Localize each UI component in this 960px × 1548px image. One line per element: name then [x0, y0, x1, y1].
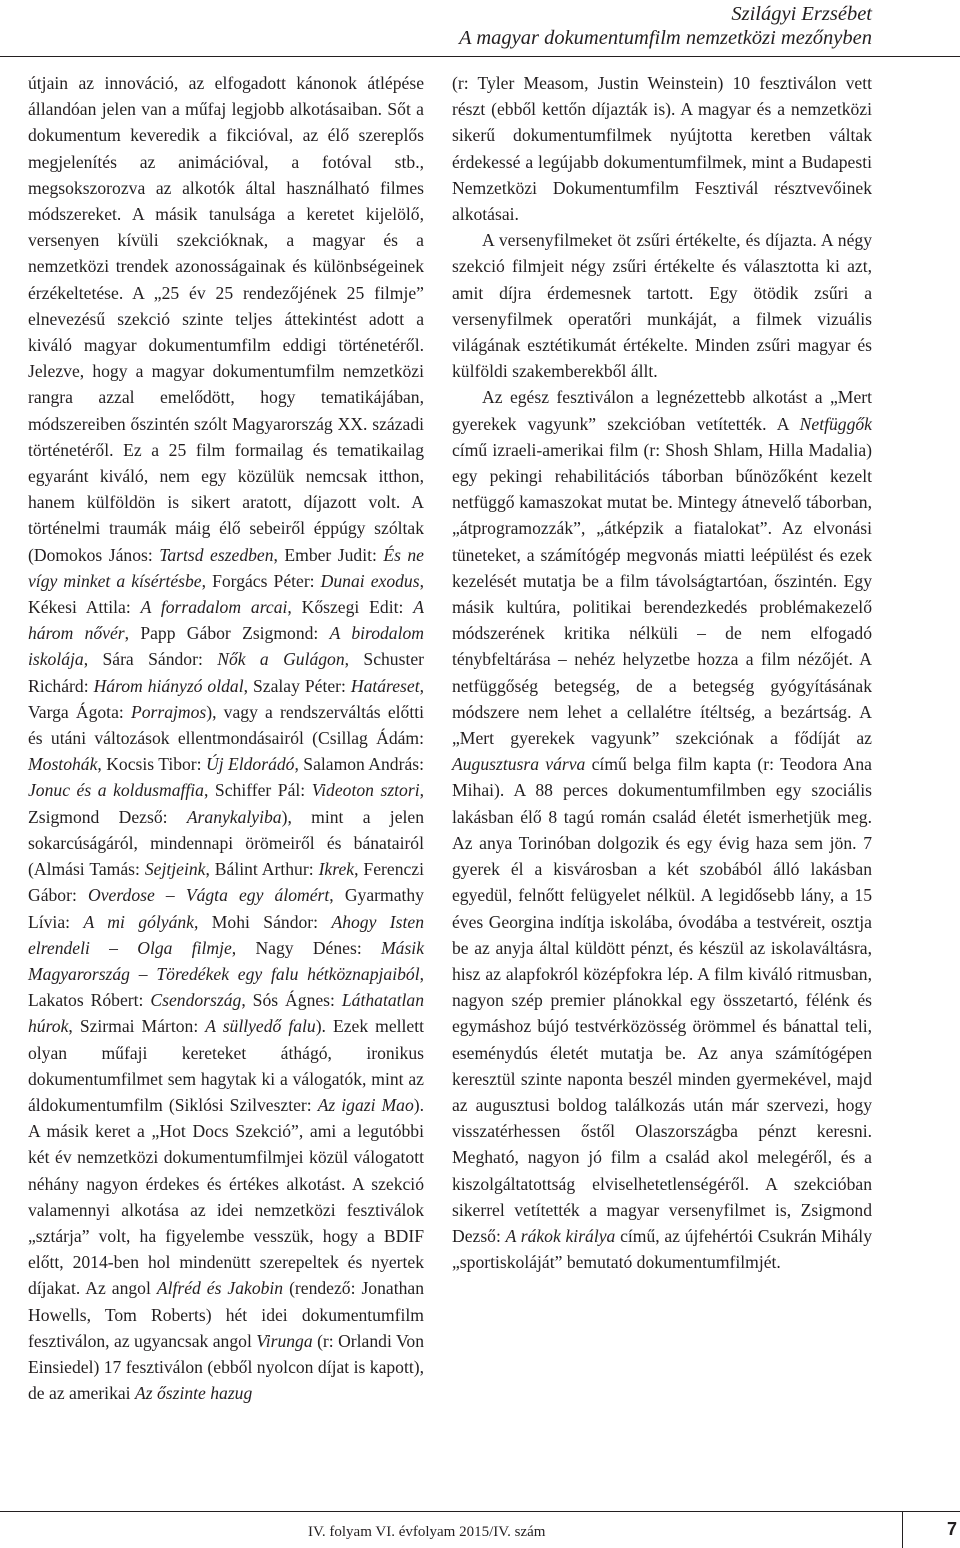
author-name: Szilágyi Erzsébet	[731, 3, 872, 25]
page-number: 7	[947, 1519, 958, 1539]
article-title: A magyar dokumentumfilm nemzetközi mezőnyben	[459, 27, 872, 49]
header-rule	[0, 56, 960, 57]
footer-rule	[0, 1511, 960, 1512]
page-number-divider	[902, 1512, 903, 1548]
running-head	[459, 2, 872, 50]
right-column	[452, 70, 872, 1275]
paragraph: Az egész fesztiválon a legnézettebb alkotást a „Mert gyerekek vagyunk” szekcióban vetítették. A Netfüggők című izraeli-amerikai film (r: Shosh Shlam, Hilla Madalia) egy pekingi rehabilitációs táborban bűnözőként kezelt netfüggő kamaszokat mutat be. Mintegy átnevelő táborban, „átprogramozzák”, „átképzik a fiatalokat”. Az elvonási tüneteket, a számítógép megvonás miatti leépülést és ezek kezelését mutatja be a film távolságtartóan, őszintén. Egy másik kultúra, politikai berendezkedés problémakezelő módszerének kritika nélküli – de nem elfogadó ténybfeltárása – nehéz helyzetbe hozza a film nézőjét. A netfüggőség betegség, de a betegség gyógyításának módszere nem lehet a cellalétre ítéltség, a bezártság. A „Mert gyerekek vagyunk” szekciónak a fődíját az Augusztusra várva című belga film kapta (r: Teodora Ana Mihai). A 88 perces dokumentumfilmben egy szociális lakásban élő 8 tagú román család életét ismerhetjük meg. Az anya Torinóban dolgozik és egy évig haza sem jön. 7 gyerek él a kisvárosban a két szobából álló lakásban egyedül, felnőtt felügyelet nélkül. A legidősebb lány, a 15 éves Georgina indítja iskolába, óvodába a testvéreit, osztja be az anyja által küldött pénzt, és készül az iskolaváltásra, hisz az alapfokról középfokra lép. A film kiváló ritmusban, nagyon szép premier plánokkal egy összetartó, félénk és egymáshoz bújó testvérközösség örömmel és bánattal teli, eseménydús életét mutatja be. Az anya számítógépen keresztül szinte naponta beszél minden gyermekével, majd az augusztusi boldog találkozás után már szervezi, hogy visszatérhessen őstől Olaszországba pénzt keresni. Megható, nagyon jó film a család akol melegéről, és a kiszolgáltatottság elviselhetetlenségéről. A szekcióban sikerrel vetítették a magyar versenyfilmet is, Zsigmond Dezső: A rákok királya című, az újfehértói Csukrán Mihály „sportiskoláját” bemutató dokumentumfilmjét.	[452, 387, 872, 1273]
issue-info: IV. folyam VI. évfolyam 2015/IV. szám	[308, 1524, 546, 1540]
paragraph: A versenyfilmeket öt zsűri értékelte, és díjazta. A négy szekció filmjeit négy zsűri értékelte és választotta ki azt, amit díjra érdemesnek tartott. Egy ötödik zsűri a versenyfilmek operatőri munkáját, a filmek vizuális világának esztétikumát értékelte. Minden zsűri magyar és külföldi szakemberekből állt.	[452, 230, 872, 382]
paragraph: (r: Tyler Measom, Justin Weinstein) 10 fesztiválon vett részt (ebből kettőn díjazták is). A magyar és a nemzetközi sikerű dokumentumfilmek nyújtotta keretben váltak érdekessé a legújabb dokumentumfilmek, mint a Budapesti Nemzetközi Dokumentumfilm Fesztivál résztvevőinek alkotásai.	[452, 73, 872, 225]
paragraph: útjain az innováció, az elfogadott kánonok átlépése állandóan jelen van a műfaj legjobb alkotásaiban. Sőt a dokumentum keveredik a fikcióval, az élő szereplős megjelenítés az animációval, a fotóval stb., megsokszorozva az alkotók által használható filmes módszereket. A másik tanulsága a keretet kijelölő, versenyen kívüli szekcióknak, a magyar és a nemzetközi trendek azonosságainak és különbségeinek érzékeltetése. A „25 év 25 rendezőjének 25 filmje” elnevezésű szekció szinte teljes áttekintést adott a kiváló magyar dokumentumfilm eddigi történetéről. Jelezve, hogy a magyar dokumentumfilm nemzetközi rangra azzal emelődött, hogy tematikájában, módszereiben őszintén szólt Magyarország XX. századi történetéről. Ez a 25 film formailag és tematikailag egyaránt kiváló, nem egy közülük nemcsak itthon, hanem külföldön is sikert aratott, díjazott volt. A történelmi traumák máig élő sebeiről éppúgy szóltak (Domokos János: Tartsd eszedben, Ember Judit: És ne vígy minket a kísértésbe, Forgács Péter: Dunai exodus, Kékesi Attila: A forradalom arcai, Kőszegi Edit: A három nővér, Papp Gábor Zsigmond: A birodalom iskolája, Sára Sándor: Nők a Gulágon, Schuster Richárd: Három hiányzó oldal, Szalay Péter: Határeset, Varga Ágota: Porrajmos), vagy a rendszerváltás előtti és utáni változások ellentmondásairól (Csillag Ádám: Mostohák, Kocsis Tibor: Új Eldorádó, Salamon András: Jonuc és a koldusmaffia, Schiffer Pál: Videoton sztori, Zsigmond Dezső: Aranykalyiba), mint a jelen sokarcúságáról, mindennapi örömeiről és bánatairól (Almási Tamás: Sejtjeink, Bálint Arthur: Ikrek, Ferenczi Gábor: Overdose – Vágta egy álomért, Gyarmathy Lívia: A mi gólyánk, Mohi Sándor: Ahogy Isten elrendeli – Olga filmje, Nagy Dénes: Másik Magyarország – Töredékek egy falu hétköznapjaiból, Lakatos Róbert: Csendország, Sós Ágnes: Láthatatlan húrok, Szirmai Márton: A süllyedő falu). Ezek mellett olyan műfaji kereteket áthágó, ironikus dokumentumfilmet sem hagytak ki a válogatók, mint az áldokumentumfilm (Siklósi Szilveszter: Az igazi Mao). A másik keret a „Hot Docs Szekció”, ami a legutóbbi két év nemzetközi dokumentumfilmjei közül válogatott néhány nagyon érdekes és értékes alkotást. A szekció valamennyi alkotása az idei nemzetközi fesztiválok „sztárja” volt, ha figyelembe vesszük, hogy a BDIF előtt, 2014-ben hol mindenütt szerepeltek és nyertek díjakat. Az angol Alfréd és Jakobin (rendező: Jonathan Howells, Tom Roberts) hét idei dokumentumfilm fesztiválon, az ugyancsak angol Virunga (r: Orlandi Von Einsiedel) 17 fesztiválon (ebből nyolcon díjat is kapott), de az amerikai Az őszinte hazug	[28, 73, 425, 1404]
left-column	[28, 70, 424, 1406]
